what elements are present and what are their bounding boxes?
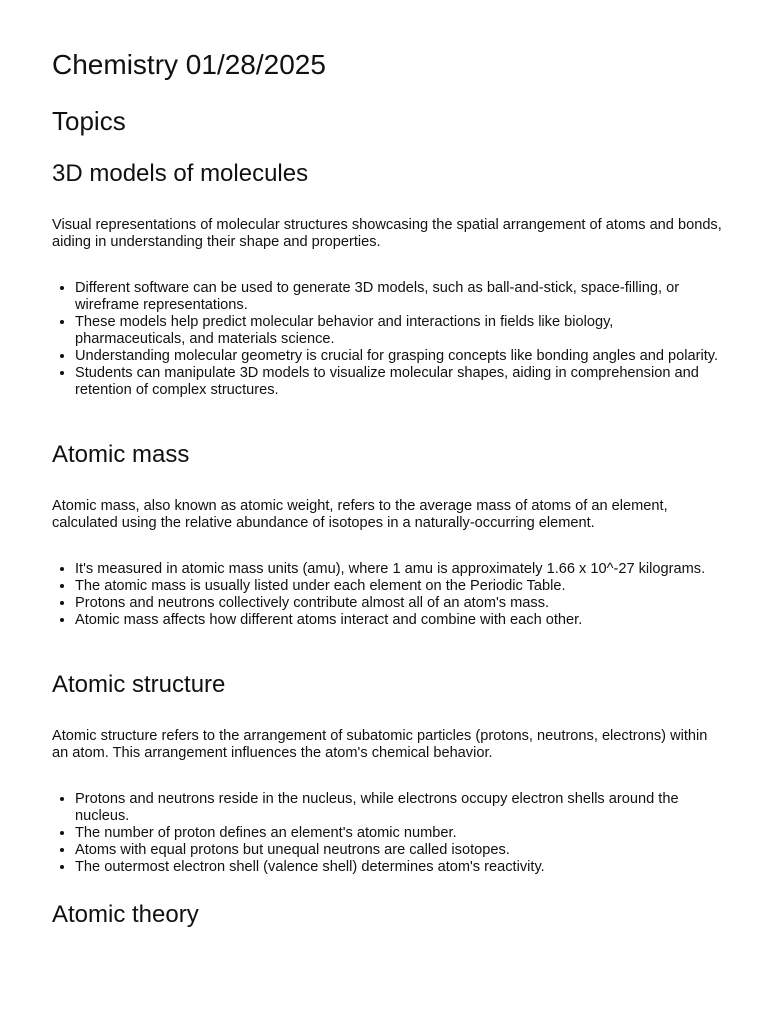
list-item: • Atoms with equal protons but unequal neutrons are called isotopes. bbox=[75, 842, 722, 859]
list-item: • The outermost electron shell (valence shell) determines atom's reactivity. bbox=[75, 859, 722, 876]
list-item: • Students can manipulate 3D models to visualize molecular shapes, aiding in comprehension and retention of complex structures. bbox=[75, 365, 722, 399]
list-item: • The number of proton defines an element's atomic number. bbox=[75, 825, 722, 842]
section-3d-models bbox=[52, 158, 722, 399]
section-points bbox=[52, 791, 722, 876]
section-points bbox=[52, 561, 722, 629]
section-summary: Atomic mass, also known as atomic weight, refers to the average mass of atoms of an element, calculated using the relative abundance of isotopes in a naturally-occurring element. bbox=[52, 498, 668, 531]
topics-heading: Topics bbox=[52, 106, 126, 136]
section-heading: 3D models of molecules bbox=[52, 160, 309, 187]
section-heading: Atomic mass bbox=[52, 441, 190, 468]
section-heading: Atomic theory bbox=[52, 901, 199, 928]
list-item: • Understanding molecular geometry is crucial for grasping concepts like bonding angles and polarity. bbox=[75, 348, 722, 365]
list-item: • The atomic mass is usually listed under each element on the Periodic Table. bbox=[75, 578, 722, 595]
section-points bbox=[52, 280, 722, 399]
section-heading: Atomic structure bbox=[52, 671, 226, 698]
list-item: • Different software can be used to generate 3D models, such as ball-and-stick, space-filling, or wireframe representations. bbox=[75, 280, 722, 314]
list-item: • It's measured in atomic mass units (amu), where 1 amu is approximately 1.66 x 10^-27 kilograms. bbox=[75, 561, 722, 578]
document-title: Chemistry 01/28/2025 bbox=[52, 49, 326, 80]
list-item: • Protons and neutrons reside in the nucleus, while electrons occupy electron shells around the nucleus. bbox=[75, 791, 722, 825]
section-atomic-structure bbox=[52, 669, 722, 876]
section-atomic-theory bbox=[52, 899, 722, 931]
section-summary: Atomic structure refers to the arrangement of subatomic particles (protons, neutrons, electrons) within an atom. This arrangement influences the atom's chemical behavior. bbox=[52, 728, 708, 761]
list-item: • These models help predict molecular behavior and interactions in fields like biology, pharmaceuticals, and materials science. bbox=[75, 314, 722, 348]
section-atomic-mass bbox=[52, 439, 722, 629]
section-summary: Visual representations of molecular structures showcasing the spatial arrangement of atoms and bonds, aiding in understanding their shape and properties. bbox=[52, 217, 722, 250]
list-item: • Atomic mass affects how different atoms interact and combine with each other. bbox=[75, 612, 722, 629]
list-item: • Protons and neutrons collectively contribute almost all of an atom's mass. bbox=[75, 595, 722, 612]
